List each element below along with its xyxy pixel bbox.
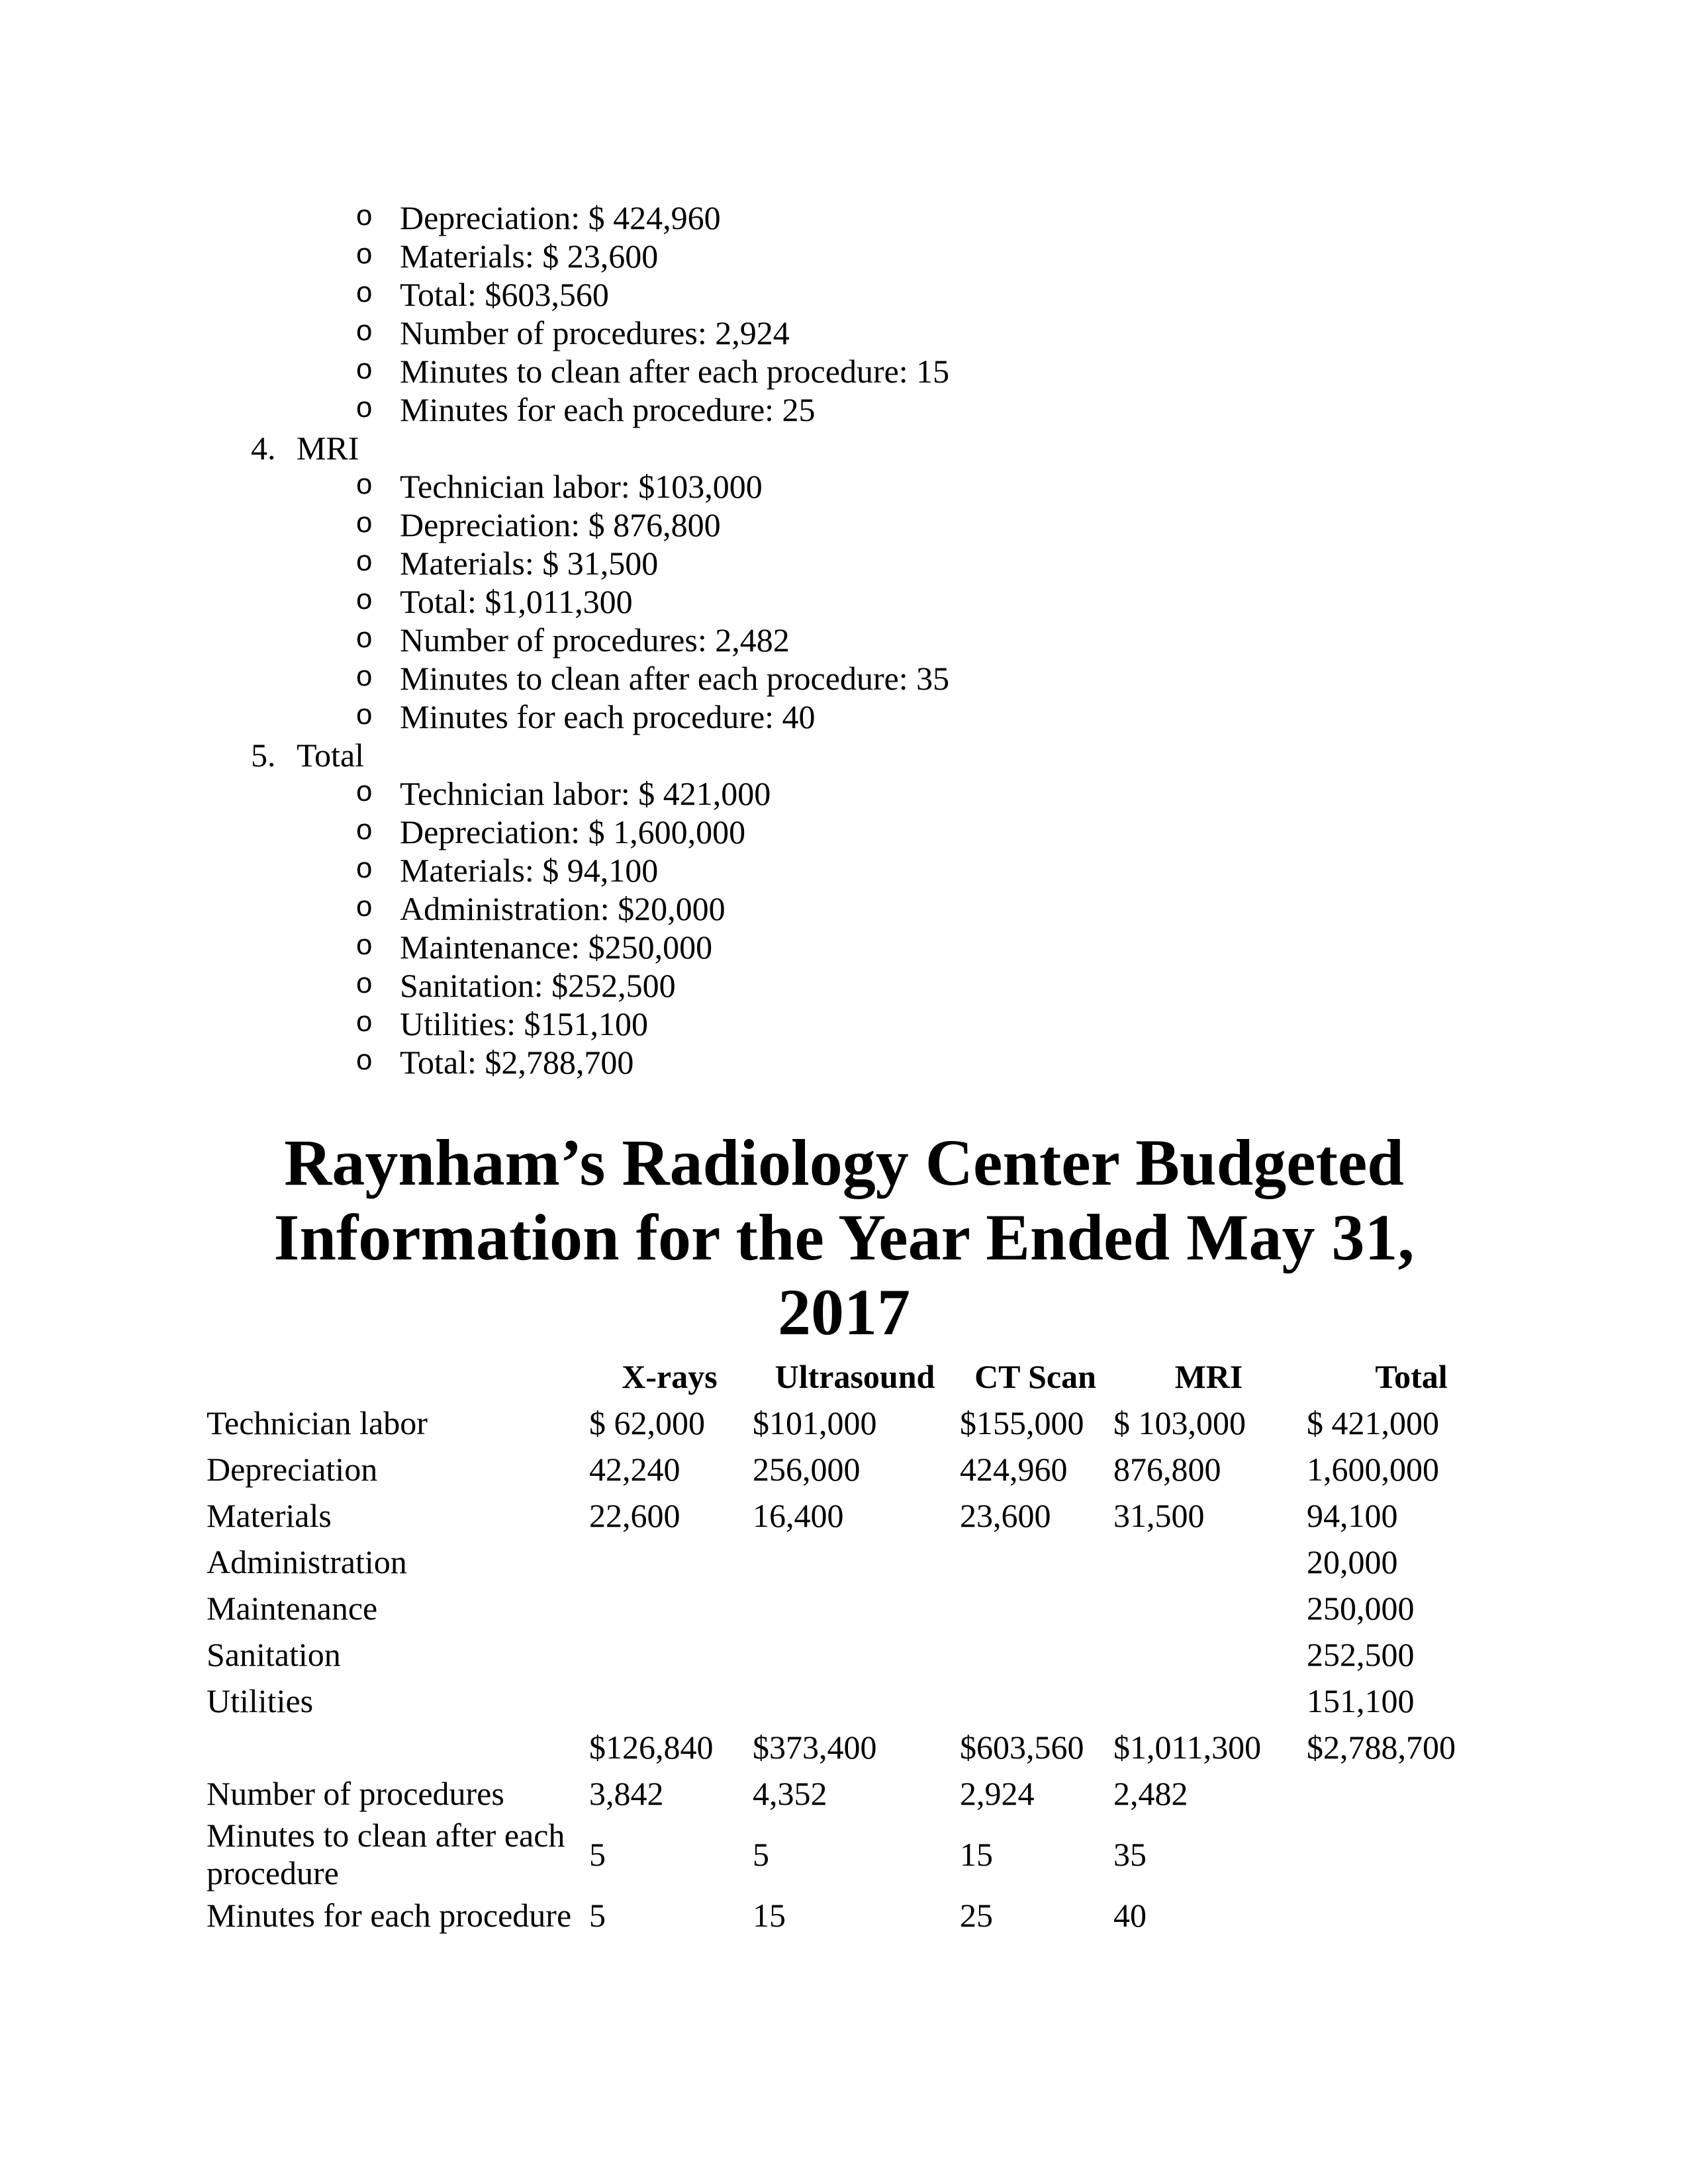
- value-cell: [1305, 1892, 1517, 1938]
- table-row: [199, 1492, 1517, 1539]
- list-item-text: Minutes for each procedure: 40: [400, 698, 816, 735]
- bullet-icon: o: [355, 854, 373, 887]
- outline-list: [199, 199, 1496, 1081]
- list-item-text: Depreciation: $ 1,600,000: [400, 813, 746, 850]
- value-cell: [1305, 1817, 1517, 1892]
- row-label-cell: Minutes for each procedure: [207, 1896, 572, 1934]
- list-item-text: Utilities: $151,100: [400, 1005, 648, 1042]
- list-item-text: Number of procedures: 2,924: [400, 314, 790, 351]
- value-cell: 22,600: [589, 1496, 680, 1534]
- value-cell: $ 421,000: [1307, 1404, 1439, 1441]
- value-cell: 252,500: [1307, 1635, 1415, 1673]
- list-item-text: Technician labor: $103,000: [400, 468, 763, 505]
- page-title: [199, 1125, 1489, 1349]
- value-cell: [1112, 1678, 1305, 1724]
- bullet-list-item: [199, 544, 1496, 582]
- bullet-icon: o: [355, 240, 373, 273]
- row-label-cell: [199, 1724, 588, 1770]
- value-cell: 35: [1113, 1835, 1147, 1873]
- list-item-text: Total: $2,788,700: [400, 1044, 634, 1081]
- list-item-text: MRI: [297, 430, 359, 467]
- column-header: MRI: [1174, 1357, 1243, 1395]
- list-item-text: Maintenance: $250,000: [400, 929, 713, 966]
- value-cell: $ 103,000: [1113, 1404, 1246, 1441]
- value-cell: $1,011,300: [1113, 1728, 1262, 1766]
- bullet-list-item: [199, 774, 1496, 813]
- list-item-text: Depreciation: $ 876,800: [400, 506, 721, 543]
- list-item-text: Number of procedures: 2,482: [400, 621, 790, 659]
- value-cell: 2,924: [960, 1774, 1035, 1812]
- bullet-list-item: [199, 851, 1496, 889]
- value-cell: $2,788,700: [1307, 1728, 1456, 1766]
- value-cell: [1112, 1631, 1305, 1678]
- bullet-icon: o: [355, 623, 373, 657]
- value-cell: [959, 1678, 1112, 1724]
- list-item-text: Depreciation: $ 424,960: [400, 199, 721, 236]
- list-item-text: Materials: $ 31,500: [400, 545, 659, 582]
- list-number: 5.: [251, 737, 276, 774]
- budget-table: [199, 1353, 1517, 1938]
- list-item-text: Total: $603,560: [400, 276, 609, 313]
- bullet-list-item: [199, 1005, 1496, 1043]
- value-cell: [1112, 1585, 1305, 1631]
- value-cell: 5: [753, 1835, 769, 1873]
- table-header-row: [199, 1353, 1517, 1400]
- value-cell: $ 62,000: [589, 1404, 705, 1441]
- table-header-row: [199, 1353, 1517, 1400]
- bullet-icon: o: [355, 316, 373, 349]
- row-label-cell: Depreciation: [207, 1450, 378, 1488]
- bullet-list-item: [199, 928, 1496, 966]
- column-header: Total: [1375, 1357, 1448, 1395]
- row-label-cell: Minutes to clean after each procedure: [207, 1817, 565, 1891]
- value-cell: 42,240: [589, 1450, 680, 1488]
- value-cell: 94,100: [1307, 1496, 1398, 1534]
- column-header: CT Scan: [974, 1357, 1096, 1395]
- value-cell: 250,000: [1307, 1589, 1415, 1627]
- table-row: [199, 1817, 1517, 1892]
- value-cell: [588, 1678, 751, 1724]
- table-row: [199, 1585, 1517, 1631]
- value-cell: 15: [960, 1835, 993, 1873]
- column-header: X-rays: [622, 1357, 718, 1395]
- page-title-line: Raynham’s Radiology Center Budgeted: [284, 1126, 1404, 1199]
- list-number: 4.: [251, 430, 276, 467]
- list-item-text: Minutes to clean after each procedure: 15: [400, 353, 950, 390]
- row-label-cell: Number of procedures: [207, 1774, 504, 1812]
- table-row: [199, 1539, 1517, 1585]
- list-item-text: Materials: $ 23,600: [400, 238, 659, 275]
- bullet-icon: o: [355, 278, 373, 311]
- bullet-list-item: [199, 659, 1496, 698]
- value-cell: 25: [960, 1896, 993, 1934]
- page-title-line: Information for the Year Ended May 31,: [273, 1201, 1415, 1274]
- list-item-text: Technician labor: $ 421,000: [400, 775, 771, 812]
- table-row: [199, 1631, 1517, 1678]
- value-cell: $155,000: [960, 1404, 1084, 1441]
- page-title-line: 2017: [778, 1275, 910, 1349]
- bullet-list-item: [199, 506, 1496, 544]
- list-item-text: Materials: $ 94,100: [400, 852, 659, 889]
- column-header: Ultrasound: [774, 1357, 935, 1395]
- value-cell: 4,352: [753, 1774, 827, 1812]
- value-cell: 20,000: [1307, 1543, 1398, 1580]
- value-cell: 5: [589, 1896, 606, 1934]
- value-cell: 1,600,000: [1307, 1450, 1439, 1488]
- bullet-list-item: [199, 813, 1496, 851]
- bullet-list-item: [199, 467, 1496, 506]
- bullet-icon: o: [355, 700, 373, 733]
- bullet-list-item: [199, 199, 1496, 237]
- bullet-list-item: [199, 698, 1496, 736]
- value-cell: [751, 1585, 959, 1631]
- table-row: [199, 1892, 1517, 1938]
- table-row: [199, 1400, 1517, 1446]
- bullet-icon: o: [355, 355, 373, 388]
- value-cell: $603,560: [960, 1728, 1084, 1766]
- value-cell: [1305, 1770, 1517, 1817]
- value-cell: [959, 1631, 1112, 1678]
- bullet-icon: o: [355, 547, 373, 580]
- numbered-list-item: [199, 736, 1496, 774]
- value-cell: 31,500: [1113, 1496, 1205, 1534]
- value-cell: [1112, 1539, 1305, 1585]
- value-cell: 16,400: [753, 1496, 844, 1534]
- value-cell: [588, 1539, 751, 1585]
- value-cell: [751, 1678, 959, 1724]
- value-cell: 256,000: [753, 1450, 861, 1488]
- value-cell: $126,840: [589, 1728, 714, 1766]
- bullet-icon: o: [355, 470, 373, 503]
- bullet-icon: o: [355, 1046, 373, 1079]
- bullet-list-item: [199, 621, 1496, 659]
- list-item-text: Administration: $20,000: [400, 890, 726, 927]
- table-row: [199, 1724, 1517, 1770]
- value-cell: 15: [753, 1896, 786, 1934]
- value-cell: $373,400: [753, 1728, 877, 1766]
- value-cell: 3,842: [589, 1774, 664, 1812]
- value-cell: 876,800: [1113, 1450, 1221, 1488]
- bullet-list-item: [199, 966, 1496, 1005]
- value-cell: [751, 1539, 959, 1585]
- bullet-icon: o: [355, 201, 373, 234]
- bullet-icon: o: [355, 1007, 373, 1040]
- value-cell: $101,000: [753, 1404, 877, 1441]
- bullet-list-item: [199, 275, 1496, 314]
- row-label-cell: Utilities: [207, 1682, 314, 1719]
- value-cell: 40: [1113, 1896, 1147, 1934]
- list-item-text: Minutes to clean after each procedure: 35: [400, 660, 950, 697]
- list-item-text: Total: [297, 737, 365, 774]
- bullet-icon: o: [355, 815, 373, 848]
- list-item-text: Sanitation: $252,500: [400, 967, 676, 1004]
- list-item-text: Minutes for each procedure: 25: [400, 391, 816, 428]
- bullet-icon: o: [355, 931, 373, 964]
- bullet-list-item: [199, 237, 1496, 275]
- value-cell: [588, 1631, 751, 1678]
- bullet-list-item: [199, 314, 1496, 352]
- table-row: [199, 1446, 1517, 1492]
- bullet-list-item: [199, 582, 1496, 621]
- bullet-icon: o: [355, 892, 373, 925]
- value-cell: [588, 1585, 751, 1631]
- value-cell: 5: [589, 1835, 606, 1873]
- row-label-header: [199, 1353, 588, 1400]
- row-label-cell: Materials: [207, 1496, 332, 1534]
- bullet-icon: o: [355, 393, 373, 426]
- bullet-icon: o: [355, 662, 373, 695]
- value-cell: [751, 1631, 959, 1678]
- table-row: [199, 1770, 1517, 1817]
- row-label-cell: Administration: [207, 1543, 407, 1580]
- numbered-list-item: [199, 429, 1496, 467]
- bullet-list-item: [199, 889, 1496, 928]
- bullet-icon: o: [355, 969, 373, 1002]
- bullet-icon: o: [355, 585, 373, 618]
- value-cell: [959, 1539, 1112, 1585]
- bullet-icon: o: [355, 508, 373, 541]
- table-row: [199, 1678, 1517, 1724]
- list-item-text: Total: $1,011,300: [400, 583, 633, 620]
- row-label-cell: Sanitation: [207, 1635, 341, 1673]
- value-cell: 2,482: [1113, 1774, 1188, 1812]
- row-label-cell: Technician labor: [207, 1404, 428, 1441]
- bullet-list-item: [199, 1043, 1496, 1081]
- bullet-list-item: [199, 390, 1496, 429]
- table-body: [199, 1400, 1517, 1938]
- value-cell: [959, 1585, 1112, 1631]
- value-cell: 151,100: [1307, 1682, 1415, 1719]
- bullet-list-item: [199, 352, 1496, 390]
- row-label-cell: Maintenance: [207, 1589, 378, 1627]
- value-cell: 23,600: [960, 1496, 1051, 1534]
- value-cell: 424,960: [960, 1450, 1068, 1488]
- bullet-icon: o: [355, 777, 373, 810]
